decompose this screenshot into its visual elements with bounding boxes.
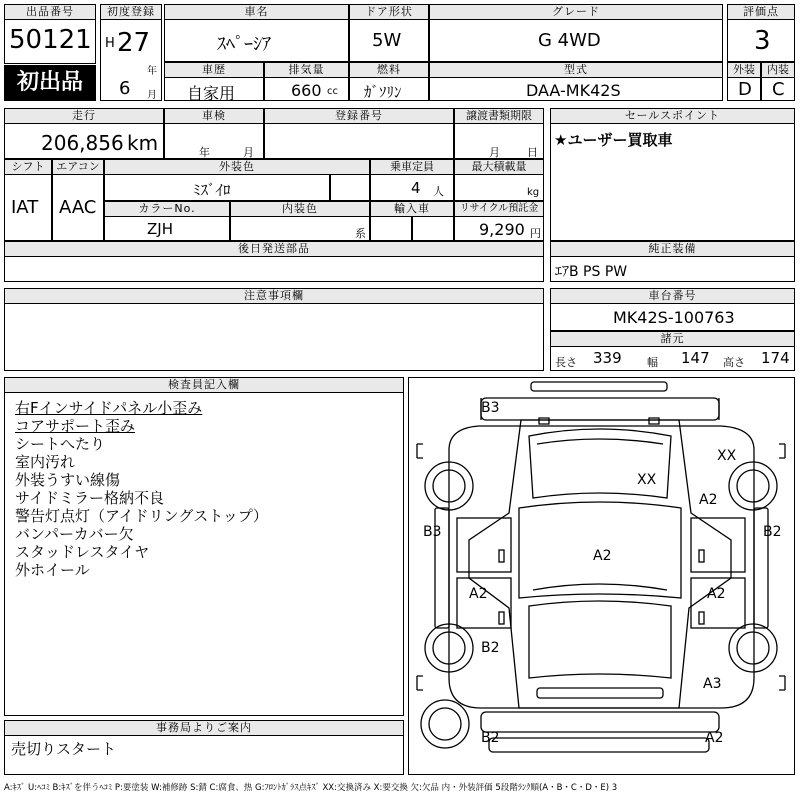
exterior-color: ﾐｽﾞｲﾛ bbox=[193, 181, 231, 199]
exterior-box bbox=[727, 77, 761, 101]
notes-box bbox=[4, 303, 544, 371]
recycle-box bbox=[454, 216, 544, 241]
month-unit: 月 bbox=[147, 90, 157, 101]
model-label: 型式 bbox=[429, 62, 723, 78]
exterior-color-box bbox=[104, 174, 330, 201]
recycle-label: リサイクル預託金 bbox=[454, 201, 544, 217]
insp-year-unit: 年 bbox=[199, 146, 210, 159]
model: DAA-MK42S bbox=[526, 81, 621, 100]
first-listing-badge: 初出品 bbox=[4, 65, 96, 101]
lot-number-label: 出品番号 bbox=[4, 4, 96, 20]
specs-box bbox=[550, 346, 795, 371]
interior-label: 内装 bbox=[761, 62, 795, 78]
lot-number-box bbox=[4, 19, 96, 64]
equipment-box bbox=[550, 256, 795, 282]
car-diagram bbox=[408, 377, 795, 775]
inspector-line: 外ホイール bbox=[15, 561, 90, 579]
history-label: 車歴 bbox=[164, 62, 264, 78]
fuel: ｶﾞｿﾘﾝ bbox=[364, 83, 402, 101]
aircon-box bbox=[52, 174, 104, 241]
door-label: ドア形状 bbox=[349, 4, 429, 20]
mileage: 206,856 bbox=[41, 131, 124, 155]
shift: IAT bbox=[11, 197, 39, 218]
inspector-line: 右Fインサイドパネル小歪み bbox=[15, 399, 203, 417]
inspector-line: シートへたり bbox=[15, 435, 106, 453]
car-name: ｽﾍﾟｰｼｱ bbox=[217, 34, 271, 55]
shift-box bbox=[4, 174, 52, 241]
registration-number-box bbox=[264, 123, 454, 159]
displacement-unit: cc bbox=[327, 86, 338, 97]
year-unit: 年 bbox=[147, 66, 157, 77]
grade: G 4WD bbox=[538, 30, 601, 51]
equipment: ｴｱB PS PW bbox=[555, 264, 628, 280]
exterior-label: 外装 bbox=[727, 62, 761, 78]
mileage-box bbox=[4, 123, 164, 159]
damage-mark: XX bbox=[717, 448, 737, 464]
transfer-day-unit: 日 bbox=[527, 146, 538, 159]
model-box bbox=[429, 77, 723, 101]
inspection-label: 車検 bbox=[164, 108, 264, 124]
first-registration-box bbox=[100, 19, 162, 101]
capacity: 4 bbox=[411, 179, 421, 197]
score-box bbox=[727, 19, 795, 62]
chassis-label: 車台番号 bbox=[550, 288, 795, 304]
car-name-label: 車名 bbox=[164, 4, 349, 20]
max-load-label: 最大積載量 bbox=[454, 159, 544, 175]
office-label: 事務局よりご案内 bbox=[4, 720, 404, 736]
grade-label: グレード bbox=[429, 4, 723, 20]
later-parts-label: 後日発送部品 bbox=[4, 241, 544, 257]
interior-color-unit: 系 bbox=[355, 227, 366, 240]
interior-box bbox=[761, 77, 795, 101]
inspector-label: 検査員記入欄 bbox=[4, 377, 404, 393]
inspector-box bbox=[4, 392, 404, 716]
reg-year: 27 bbox=[117, 28, 151, 58]
history: 自家用 bbox=[187, 84, 236, 103]
capacity-box bbox=[370, 174, 454, 201]
inspector-line: サイドミラー格納不良 bbox=[15, 489, 164, 507]
damage-mark: A2 bbox=[707, 586, 726, 602]
damage-mark: A2 bbox=[699, 492, 718, 508]
import-box-a bbox=[370, 216, 412, 241]
length-label: 長さ bbox=[555, 356, 577, 369]
lot-number: 50121 bbox=[9, 25, 92, 55]
interior-color-label: 内装色 bbox=[230, 201, 370, 217]
sales-point: ★ユーザー買取車 bbox=[554, 131, 673, 149]
transfer-deadline-box bbox=[454, 123, 544, 159]
max-load-unit: kg bbox=[527, 187, 540, 198]
height: 174 bbox=[761, 349, 790, 367]
exterior-color-label: 外装色 bbox=[104, 159, 370, 175]
inspector-line: コアサポート歪み bbox=[15, 417, 136, 435]
color-number: ZJH bbox=[147, 220, 173, 238]
width: 147 bbox=[681, 349, 710, 367]
fuel-box bbox=[349, 77, 429, 101]
inspector-line: バンパーカバー欠 bbox=[15, 525, 134, 543]
damage-mark: B3 bbox=[423, 524, 442, 540]
capacity-unit: 人 bbox=[433, 185, 444, 198]
color-number-label: カラーNo. bbox=[104, 201, 230, 217]
capacity-label: 乗車定員 bbox=[370, 159, 454, 175]
car-outline-svg bbox=[409, 378, 794, 774]
later-parts-box bbox=[4, 256, 544, 282]
car-name-box bbox=[164, 19, 349, 62]
exterior-color-spare bbox=[330, 174, 370, 201]
office-box bbox=[4, 735, 404, 775]
era: H bbox=[105, 36, 115, 51]
legend: A:ｷｽﾞ U:ﾍｺﾐ B:ｷｽﾞを伴うﾍｺﾐ P:要塗装 W:補修跡 S:錆 C:腐食、热 G:ﾌﾛﾝﾄｶﾞﾗｽ点ｷｽﾞ XX:交換済み X:要交換 欠:欠品 内・外装評価 5段階ﾗﾝｸ順(A・B・C・D・E) 3 bbox=[4, 783, 618, 793]
sales-point-label: セールスポイント bbox=[550, 108, 795, 124]
recycle-fee: 9,290 bbox=[479, 220, 525, 239]
notes-label: 注意事項欄 bbox=[4, 288, 544, 304]
damage-mark: B3 bbox=[481, 400, 500, 416]
mileage-label: 走行 bbox=[4, 108, 164, 124]
specs-label: 諸元 bbox=[550, 331, 795, 347]
damage-mark: A3 bbox=[703, 676, 722, 692]
door-type: 5W bbox=[372, 30, 402, 51]
aircon-label: エアコン bbox=[52, 159, 104, 175]
first-registration-label: 初度登録 bbox=[100, 4, 162, 20]
import-label: 輸入車 bbox=[370, 201, 454, 217]
door-box bbox=[349, 19, 429, 62]
chassis-box bbox=[550, 303, 795, 331]
shift-label: シフト bbox=[4, 159, 52, 175]
insp-month-unit: 月 bbox=[243, 146, 254, 159]
interior-color-box bbox=[230, 216, 370, 241]
chassis-number: MK42S-100763 bbox=[613, 308, 735, 327]
displacement-box bbox=[264, 77, 349, 101]
sales-point-box bbox=[550, 123, 795, 241]
equipment-label: 純正装備 bbox=[550, 241, 795, 257]
damage-mark: XX bbox=[637, 472, 657, 488]
inspection-box bbox=[164, 123, 264, 159]
damage-mark: B2 bbox=[481, 730, 500, 746]
color-number-box bbox=[104, 216, 230, 241]
height-label: 高さ bbox=[723, 356, 745, 369]
damage-mark: B2 bbox=[481, 640, 500, 656]
history-box bbox=[164, 77, 264, 101]
damage-mark: B2 bbox=[763, 524, 782, 540]
length: 339 bbox=[593, 349, 622, 367]
score-label: 評価点 bbox=[727, 4, 795, 20]
inspector-line: 外装うすい線傷 bbox=[15, 471, 121, 489]
displacement: 660 bbox=[291, 81, 322, 100]
inspector-line: 室内汚れ bbox=[15, 453, 76, 471]
displacement-label: 排気量 bbox=[264, 62, 349, 78]
exterior-grade: D bbox=[738, 79, 752, 100]
recycle-unit: 円 bbox=[530, 227, 541, 240]
damage-mark: A2 bbox=[705, 730, 724, 746]
inspector-line: スタッドレスタイヤ bbox=[15, 543, 150, 561]
office-note: 売切りスタート bbox=[11, 740, 117, 758]
fuel-label: 燃料 bbox=[349, 62, 429, 78]
grade-box bbox=[429, 19, 723, 62]
width-label: 幅 bbox=[647, 356, 658, 369]
aircon: AAC bbox=[59, 197, 97, 218]
reg-month: 6 bbox=[119, 78, 131, 99]
interior-grade: C bbox=[772, 79, 785, 100]
mileage-unit: km bbox=[127, 131, 159, 155]
damage-mark: A2 bbox=[469, 586, 488, 602]
transfer-month-unit: 月 bbox=[489, 146, 500, 159]
inspector-line: 警告灯点灯（アイドリングストップ） bbox=[15, 507, 268, 525]
max-load-box bbox=[454, 174, 544, 201]
transfer-deadline-label: 譲渡書類期限 bbox=[454, 108, 544, 124]
damage-mark: A2 bbox=[593, 548, 612, 564]
score: 3 bbox=[754, 26, 771, 56]
import-box-b bbox=[412, 216, 454, 241]
registration-number-label: 登録番号 bbox=[264, 108, 454, 124]
